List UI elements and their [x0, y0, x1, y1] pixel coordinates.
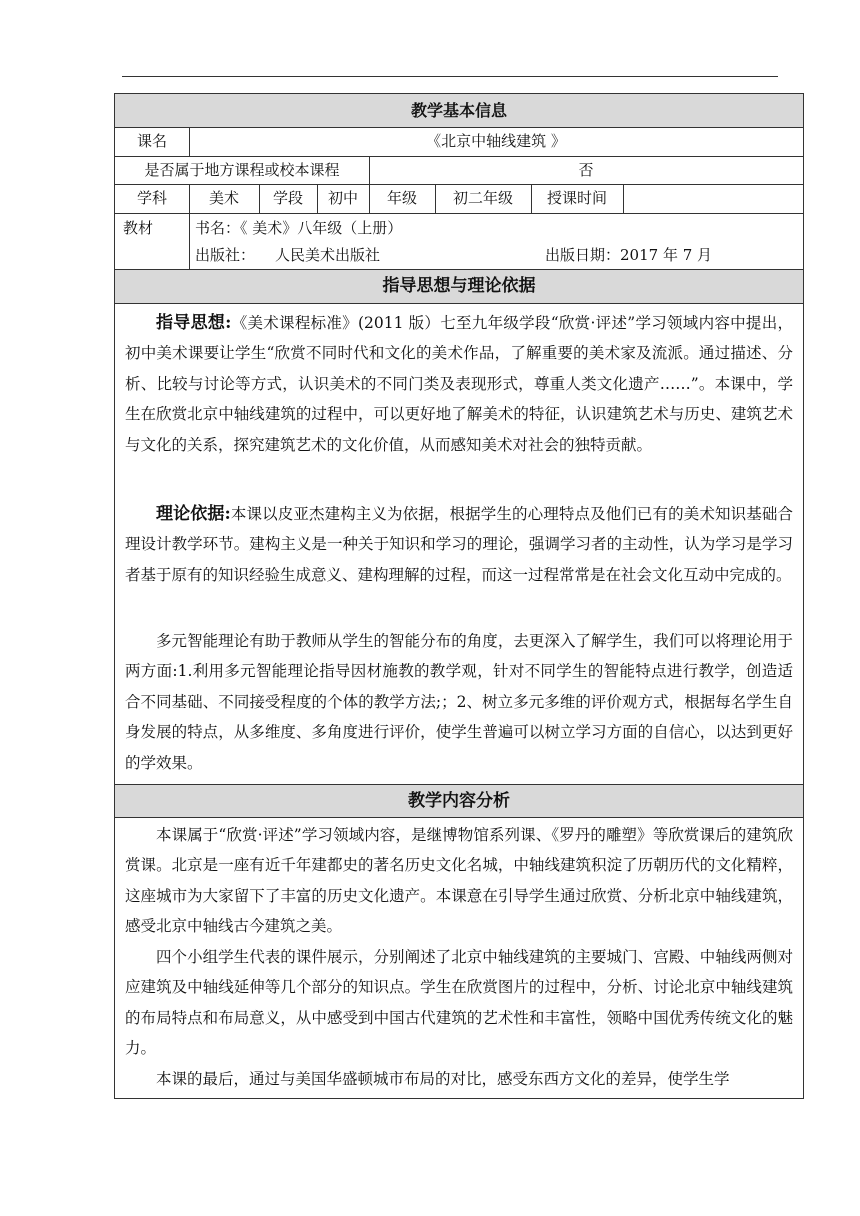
course-label: 课名 — [136, 132, 167, 150]
lesson-time-value — [623, 184, 803, 213]
book-name: 书名：《 美术》八年级（上册） — [195, 219, 403, 237]
course-value: 《北京中轴线建筑 》 — [426, 132, 566, 150]
guiding-thought-lead: 指导思想: — [156, 313, 232, 333]
header-rule — [122, 76, 778, 77]
grade-label: 年级 — [386, 189, 417, 207]
col-divider — [189, 213, 190, 269]
row-divider — [115, 817, 803, 818]
subject-label: 学科 — [136, 189, 167, 207]
guiding-header: 指导思想与理论依据 — [115, 270, 803, 303]
row-divider — [115, 213, 803, 214]
local-course-value: 否 — [578, 161, 594, 179]
publisher-value: 人民美术出版社 — [275, 246, 381, 264]
guiding-thought-text: 《美术课程标准》(2011 版）七至九年级学段“欣赏·评述”学习领域内容中提出，初中美术课要让学生“欣赏不同时代和文化的美术作品，了解重要的美术家及流派。通过描述、分析、比较与讨论等方式，认识美术的不同门类及表现形式，尊重人类文化遗产……”。本课中，学生在欣赏北京中轴线建筑的过程中，可以更好地了解美术的特征，认识建筑艺术与历史、建筑艺术与文化的关系，探究建筑艺术的文化价值，从而感知美术对社会的独特贡献。 — [125, 314, 793, 454]
content-analysis-header: 教学内容分析 — [115, 785, 803, 817]
lesson-plan-table — [114, 93, 804, 1099]
guiding-thought-paragraph — [125, 308, 793, 460]
publisher-label: 出版社： — [195, 246, 256, 264]
content-paragraph-1: 本课属于“欣赏·评述”学习领域内容，是继博物馆系列课、《罗丹的雕塑》等欣赏课后的建筑欣赏课。北京是一座有近千年建都史的著名历史文化名城，中轴线建筑积淀了历朝历代的文化精粹，这座城市为大家留下了丰富的历史文化遗产。本课意在引导学生通过欣赏、分析北京中轴线建筑，感受北京中轴线古今建筑之美。 — [125, 826, 793, 936]
theory-basis-text: 本课以皮亚杰建构主义为依据，根据学生的心理特点及他们已有的美术知识基础合理设计教学环节。建构主义是一种关于知识和学习的理论，强调学习者的主动性，认为学习是学习者基于原有的知识经验生成意义、建构理解的过程，而这一过程常常是在社会文化互动中完成的。 — [125, 505, 793, 584]
theory-basis-paragraph — [125, 499, 793, 590]
stage-label: 学段 — [272, 189, 303, 207]
row-divider — [115, 303, 803, 304]
publish-date: 出版日期：2017 年 7 月 — [545, 246, 713, 264]
textbook-label: 教材 — [123, 219, 154, 237]
theory-basis-lead: 理论依据: — [156, 504, 231, 524]
basic-info-header: 教学基本信息 — [115, 94, 803, 127]
local-course-label: 是否属于地方课程或校本课程 — [144, 161, 340, 179]
grade-value: 初二年级 — [452, 189, 513, 207]
lesson-time-label: 授课时间 — [546, 189, 607, 207]
content-paragraph-2: 四个小组学生代表的课件展示，分别阐述了北京中轴线建筑的主要城门、宫殿、中轴线两侧对应建筑及中轴线延伸等几个部分的知识点。学生在欣赏图片的过程中，分析、讨论北京中轴线建筑的布局特点和布局意义，从中感受到中国古代建筑的艺术性和丰富性，领略中国优秀传统文化的魅力。 — [125, 948, 793, 1058]
stage-value: 初中 — [327, 189, 358, 207]
content-paragraph-3: 本课的最后，通过与美国华盛顿城市布局的对比，感受东西方文化的差异，使学生学 — [156, 1070, 730, 1088]
subject-value: 美术 — [208, 189, 239, 207]
multiple-intelligence-paragraph: 多元智能理论有助于教师从学生的智能分布的角度，去更深入了解学生，我们可以将理论用于两方面:1.利用多元智能理论指导因材施教的教学观，针对不同学生的智能特点进行教学，创造适合不同基础、不同接受程度的个体的教学方法;；2、树立多元多维的评价观方式，根据每名学生自身发展的特点，从多维度、多角度进行评价，使学生普遍可以树立学习方面的自信心，以达到更好的学效果。 — [125, 632, 793, 772]
